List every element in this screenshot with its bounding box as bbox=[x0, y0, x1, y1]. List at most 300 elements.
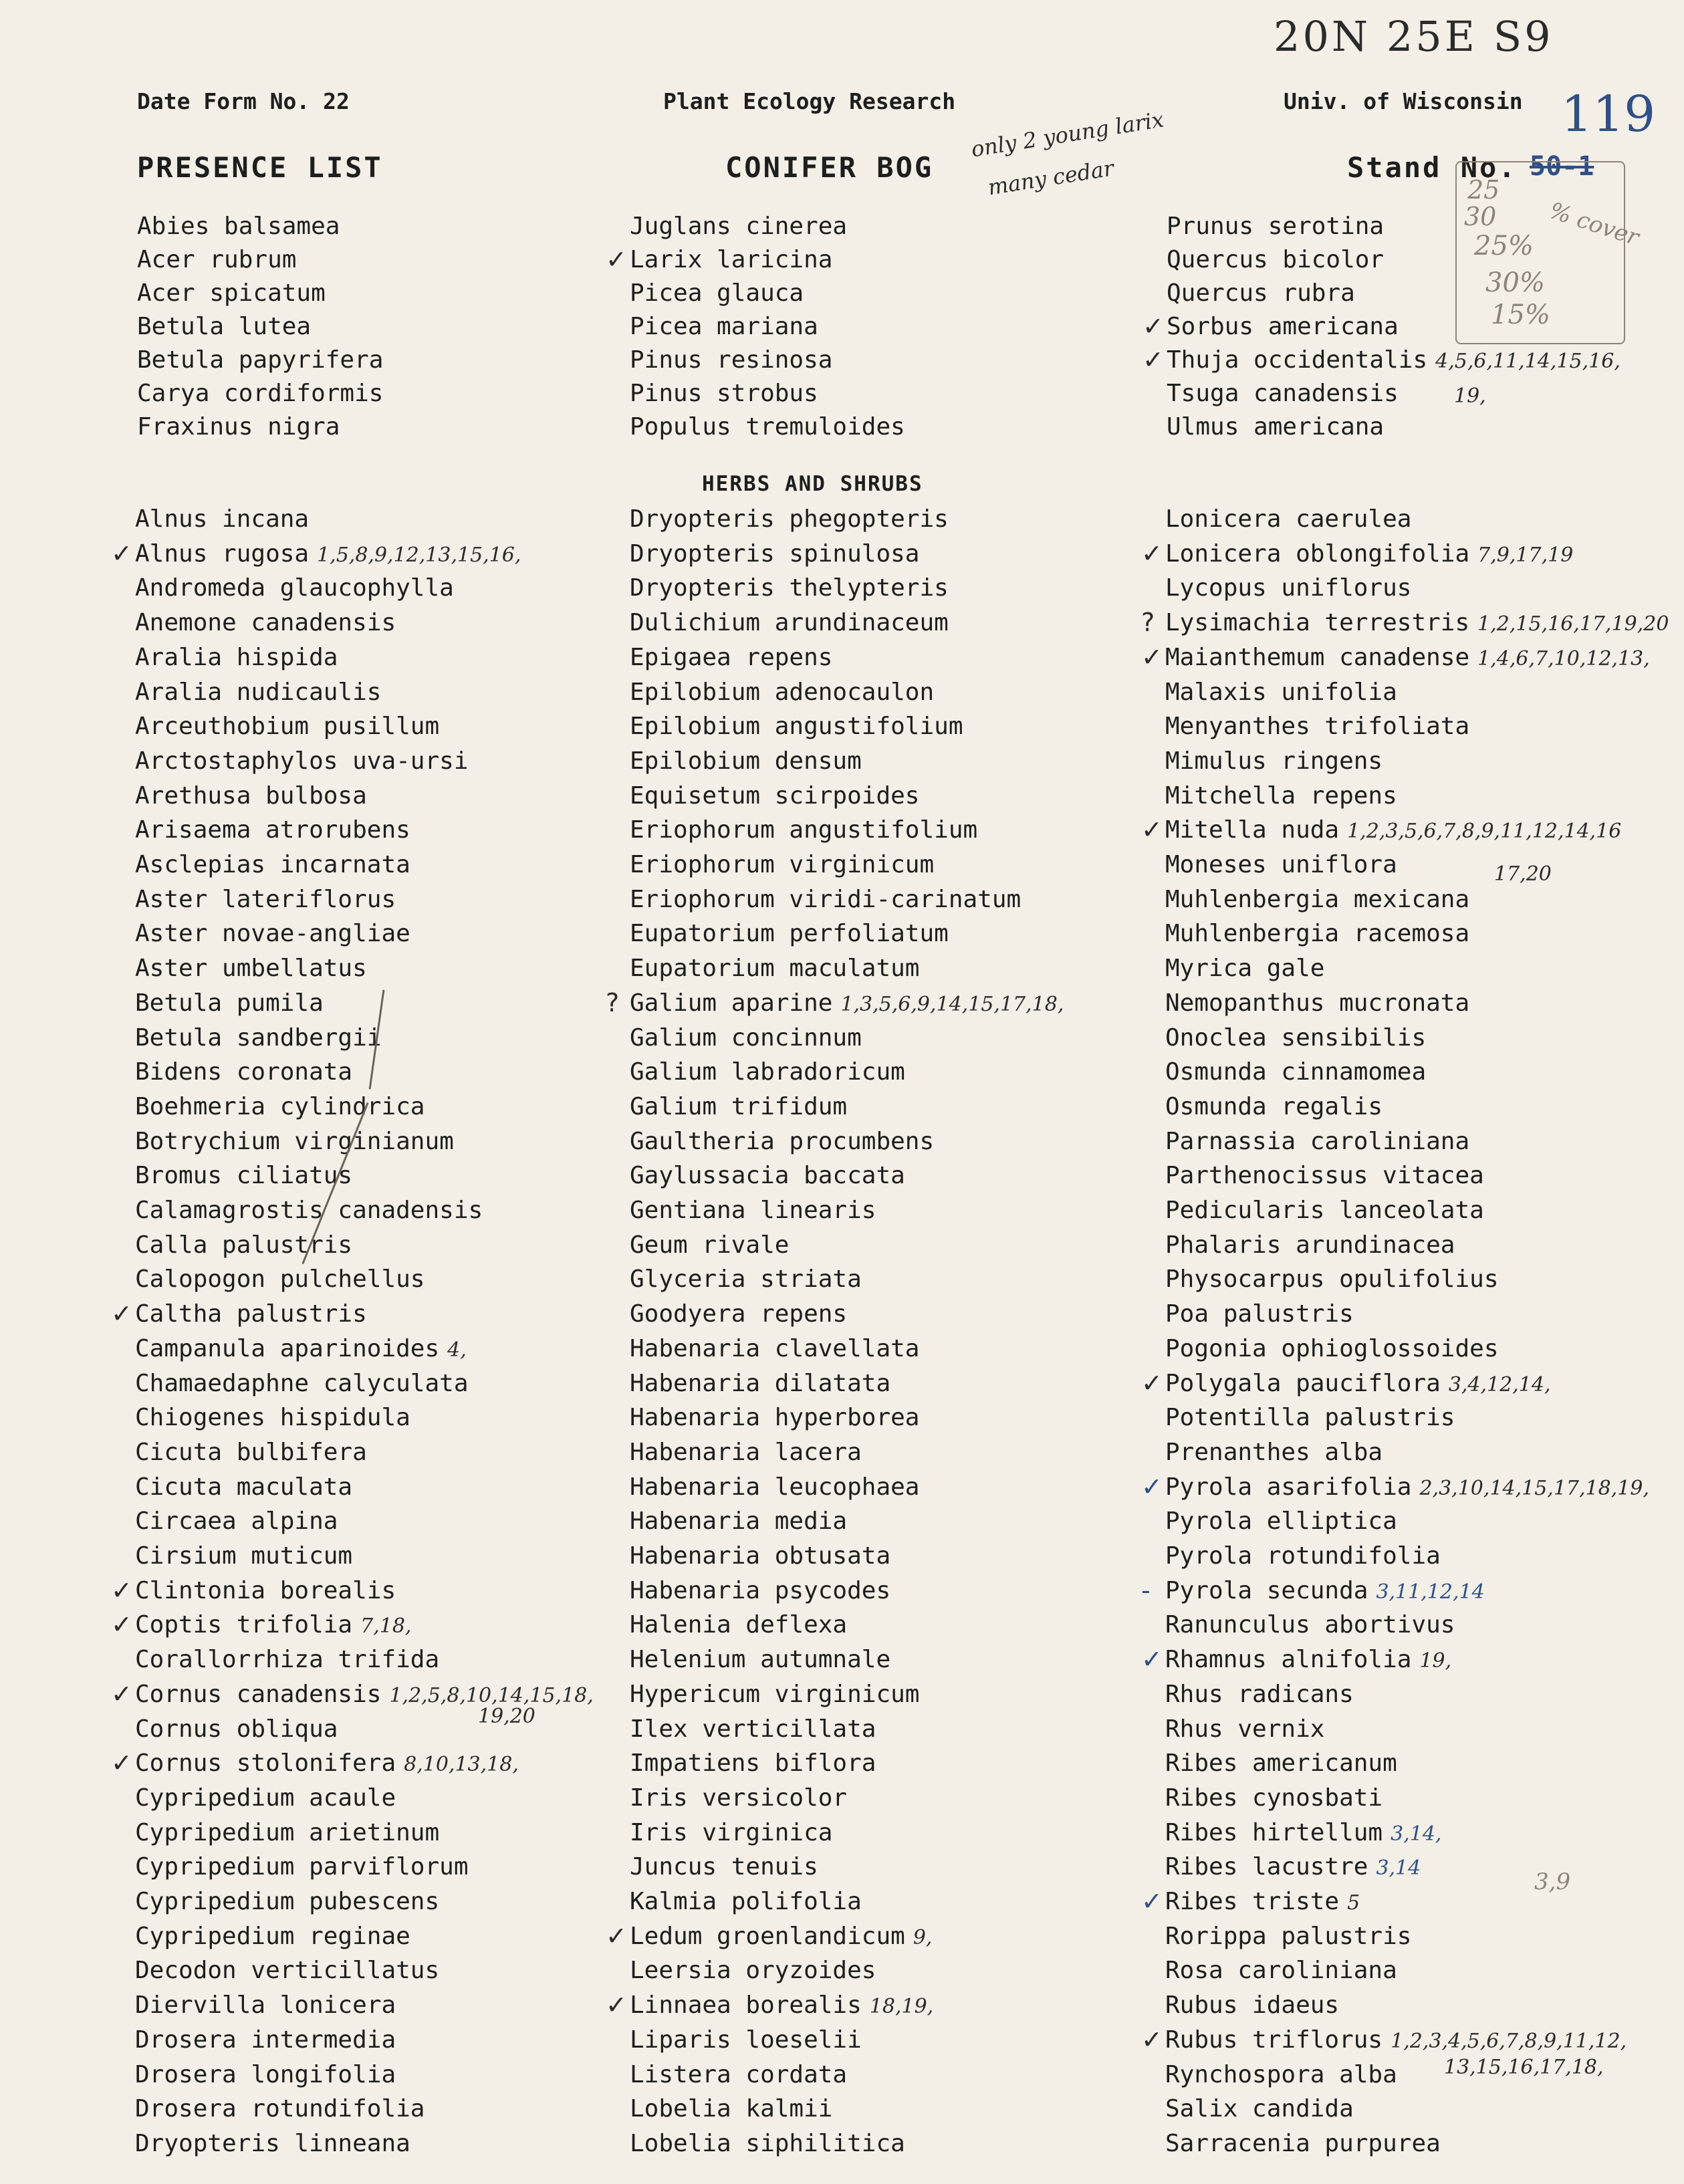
list-item bbox=[630, 1888, 862, 1915]
species-name: Clintonia borealis bbox=[135, 1576, 396, 1604]
species-name: Campanula aparinoides bbox=[135, 1334, 440, 1362]
list-item bbox=[1165, 782, 1397, 810]
species-name: Sarracenia purpurea bbox=[1165, 2129, 1441, 2157]
species-name: Galium trifidum bbox=[630, 1092, 848, 1120]
list-item bbox=[630, 1819, 832, 1846]
species-name: Habenaria dilatata bbox=[630, 1369, 891, 1397]
species-name: Habenaria clavellata bbox=[630, 1334, 920, 1362]
check-mark-icon: ✓ bbox=[1141, 815, 1163, 845]
handwritten-stand-numbers: 7,9,17,19 bbox=[1477, 543, 1574, 567]
list-item bbox=[135, 1923, 410, 1950]
species-name: Muhlenbergia racemosa bbox=[1165, 920, 1470, 948]
species-name: Goodyera repens bbox=[630, 1300, 848, 1328]
species-name: Cicuta maculata bbox=[135, 1473, 353, 1501]
species-name: Eupatorium perfoliatum bbox=[630, 920, 949, 948]
cover-value-3: 25% bbox=[1474, 231, 1534, 261]
species-name: Aster umbellatus bbox=[135, 955, 367, 983]
list-item bbox=[1165, 1749, 1397, 1777]
list-item bbox=[1141, 1887, 1360, 1916]
list-item bbox=[135, 1404, 410, 1431]
check-mark-icon: ✓ bbox=[111, 1610, 132, 1640]
check-mark-icon: ? bbox=[606, 987, 620, 1017]
list-item bbox=[135, 1335, 467, 1362]
species-name: Ranunculus abortivus bbox=[1165, 1611, 1455, 1639]
form-number: Date Form No. 22 bbox=[137, 88, 350, 114]
species-name: Aralia nudicaulis bbox=[135, 678, 382, 706]
species-name: Epilobium adenocaulon bbox=[630, 678, 935, 706]
list-item bbox=[1141, 815, 1622, 845]
list-item bbox=[135, 644, 338, 671]
species-name: Moneses uniflora bbox=[1165, 851, 1397, 878]
thuja-continued-note: 19, bbox=[1454, 384, 1486, 408]
species-name: Aster novae-angliae bbox=[135, 920, 410, 948]
list-item bbox=[1165, 886, 1469, 913]
species-name: Decodon verticillatus bbox=[135, 1957, 440, 1985]
species-name: Glyceria striata bbox=[630, 1265, 862, 1294]
list-item bbox=[630, 505, 949, 533]
handwritten-stand-numbers: 4,5,6,11,14,15,16, bbox=[1435, 350, 1620, 373]
handwritten-location: 20N 25E S9 bbox=[1274, 12, 1554, 61]
list-item bbox=[135, 851, 410, 878]
rubus-continued-note: 13,15,16,17,18, bbox=[1444, 2056, 1604, 2079]
species-name: Potentilla palustris bbox=[1165, 1404, 1455, 1432]
list-item bbox=[111, 1610, 412, 1640]
list-item bbox=[630, 644, 832, 671]
list-item bbox=[630, 1681, 919, 1708]
list-item bbox=[1165, 989, 1469, 1017]
check-mark-icon: ✓ bbox=[1141, 538, 1163, 568]
species-name: Habenaria leucophaea bbox=[630, 1473, 920, 1501]
species-name: Ribes hirtellum bbox=[1165, 1818, 1383, 1846]
list-item bbox=[1165, 1058, 1426, 1086]
species-name: Dryopteris linneana bbox=[135, 2129, 410, 2157]
species-name: Chiogenes hispidula bbox=[135, 1404, 410, 1432]
list-item bbox=[1165, 1853, 1421, 1880]
species-name: Galium labradoricum bbox=[630, 1058, 905, 1086]
species-name: Pyrola secunda bbox=[1165, 1576, 1368, 1604]
species-name: Ribes cynosbati bbox=[1165, 1784, 1383, 1812]
handwritten-stand-numbers: 2,3,10,14,15,17,18,19, bbox=[1419, 1476, 1649, 1500]
species-name: Mitchella repens bbox=[1165, 781, 1397, 810]
list-item bbox=[1165, 851, 1397, 878]
list-item bbox=[1141, 1575, 1485, 1605]
species-name: Menyanthes trifoliata bbox=[1165, 713, 1470, 741]
species-name: Onoclea sensibilis bbox=[1165, 1023, 1427, 1052]
presence-list-title: PRESENCE LIST bbox=[137, 151, 383, 184]
check-mark-icon: ✓ bbox=[1142, 312, 1164, 341]
list-item bbox=[630, 1162, 905, 1189]
list-item bbox=[135, 1162, 352, 1189]
handwritten-stand-numbers: 1,2,3,5,6,7,8,9,11,12,14,16 bbox=[1347, 820, 1622, 844]
list-item: Acer rubrum bbox=[137, 246, 297, 273]
species-name: Cornus canadensis bbox=[135, 1680, 382, 1708]
list-item bbox=[1165, 1923, 1411, 1950]
list-item bbox=[1165, 1784, 1382, 1812]
list-item bbox=[1141, 608, 1669, 638]
list-item bbox=[630, 1853, 818, 1880]
list-item bbox=[606, 1990, 934, 2020]
species-name: Arisaema atrorubens bbox=[135, 816, 410, 844]
handwritten-stand-numbers: 1,5,8,9,12,13,15,16, bbox=[317, 543, 521, 567]
list-item bbox=[135, 955, 367, 982]
species-name: Ribes lacustre bbox=[1165, 1853, 1368, 1881]
list-item: Fraxinus nigra bbox=[137, 413, 340, 441]
species-name: Epigaea repens bbox=[630, 643, 833, 671]
species-name: Dryopteris thelypteris bbox=[630, 574, 949, 602]
species-name: Myrica gale bbox=[1165, 955, 1325, 983]
species-name: Drosera rotundifolia bbox=[135, 2095, 425, 2123]
list-item bbox=[1165, 1439, 1382, 1466]
list-item bbox=[135, 1507, 338, 1535]
community-type-title: CONIFER BOG bbox=[725, 151, 934, 184]
check-mark-icon: ✓ bbox=[606, 245, 627, 274]
list-item bbox=[1165, 1093, 1382, 1120]
species-name: Lonicera caerulea bbox=[1165, 505, 1412, 533]
list-item: Pinus resinosa bbox=[630, 346, 833, 374]
list-item bbox=[135, 1473, 352, 1501]
list-item bbox=[630, 1749, 876, 1777]
species-name: Nemopanthus mucronata bbox=[1165, 989, 1470, 1017]
species-name: Alnus rugosa bbox=[135, 539, 310, 568]
list-item bbox=[135, 1784, 396, 1812]
species-name: Habenaria hyperborea bbox=[630, 1404, 920, 1432]
list-item bbox=[630, 782, 919, 810]
list-item bbox=[630, 1335, 919, 1362]
list-item: Abies balsamea bbox=[137, 213, 340, 240]
handwritten-stand-numbers: 5 bbox=[1347, 1891, 1360, 1915]
list-item bbox=[135, 574, 454, 602]
species-name: Drosera intermedia bbox=[135, 2026, 396, 2054]
list-item: Carya cordiformis bbox=[137, 380, 384, 407]
list-item bbox=[135, 886, 396, 913]
cornus-continued-note: 19,20 bbox=[478, 1705, 535, 1728]
list-item bbox=[135, 920, 410, 947]
check-mark-icon: ✓ bbox=[111, 1748, 132, 1778]
species-name: Eriophorum viridi-carinatum bbox=[630, 885, 1021, 913]
list-item bbox=[135, 2095, 425, 2122]
species-name: Iris virginica bbox=[630, 1818, 833, 1846]
list-item bbox=[630, 2130, 905, 2157]
list-item bbox=[630, 1473, 919, 1501]
university: Univ. of Wisconsin bbox=[1284, 88, 1523, 114]
list-item bbox=[135, 609, 396, 636]
list-item bbox=[606, 1921, 933, 1951]
list-item bbox=[1165, 955, 1324, 982]
list-item: Juglans cinerea bbox=[630, 213, 848, 240]
list-item bbox=[135, 1715, 338, 1743]
handwritten-stand-numbers: 1,2,3,4,5,6,7,8,9,11,12, bbox=[1391, 2029, 1627, 2053]
list-item bbox=[1141, 538, 1574, 568]
species-name: Ribes triste bbox=[1165, 1888, 1340, 1915]
list-item bbox=[135, 1957, 439, 1984]
species-name: Chamaedaphne calyculata bbox=[135, 1369, 469, 1397]
list-item bbox=[1165, 2130, 1441, 2157]
list-item bbox=[630, 1784, 847, 1812]
species-name: Linnaea borealis bbox=[630, 1991, 862, 2020]
list-item bbox=[630, 1957, 876, 1984]
handwritten-stand-numbers: 9, bbox=[913, 1925, 933, 1949]
handwritten-stand-numbers: 19, bbox=[1419, 1649, 1452, 1673]
species-name: Eriophorum virginicum bbox=[630, 851, 935, 878]
species-name: Salix candida bbox=[1165, 2095, 1354, 2123]
species-name: Lonicera oblongifolia bbox=[1165, 539, 1470, 568]
list-item bbox=[1165, 1024, 1426, 1052]
list-item bbox=[630, 1507, 847, 1535]
list-item: Prunus serotina bbox=[1167, 213, 1385, 240]
species-name: Anemone canadensis bbox=[135, 609, 396, 637]
species-name: Epilobium angustifolium bbox=[630, 713, 963, 741]
list-item bbox=[630, 851, 934, 878]
list-item bbox=[1165, 1335, 1499, 1362]
list-item bbox=[135, 1265, 425, 1293]
list-item bbox=[1165, 1404, 1455, 1431]
species-name: Gentiana linearis bbox=[630, 1197, 876, 1224]
species-name: Eriophorum angustifolium bbox=[630, 816, 978, 844]
list-item bbox=[1141, 2024, 1627, 2054]
species-name: Alnus incana bbox=[135, 505, 310, 533]
list-item bbox=[1165, 1507, 1397, 1535]
species-name: Rynchospora alba bbox=[1165, 2060, 1397, 2088]
list-item bbox=[1165, 920, 1469, 947]
species-name: Lobelia siphilitica bbox=[630, 2129, 905, 2157]
list-item: ✓ Thuja occidentalis 4,5,6,11,14,15,16, bbox=[1142, 345, 1620, 374]
list-item bbox=[630, 2026, 862, 2054]
list-item: Tsuga canadensis bbox=[1167, 380, 1399, 407]
mitella-continued-note: 17,20 bbox=[1494, 862, 1552, 886]
species-name: Epilobium densum bbox=[630, 747, 862, 775]
list-item bbox=[111, 1748, 519, 1778]
species-name: Osmunda cinnamomea bbox=[1165, 1058, 1427, 1086]
list-item bbox=[135, 1853, 469, 1880]
check-mark-icon: ✓ bbox=[1141, 642, 1163, 672]
species-name: Rorippa palustris bbox=[1165, 1922, 1412, 1950]
species-name: Caltha palustris bbox=[135, 1300, 367, 1328]
list-item bbox=[135, 1231, 352, 1259]
list-item bbox=[630, 1128, 934, 1155]
list-item bbox=[630, 1300, 847, 1328]
species-name: Boehmeria cylindrica bbox=[135, 1092, 425, 1120]
list-item bbox=[630, 1439, 862, 1466]
handwritten-stand-numbers: 1,3,5,6,9,14,15,17,18, bbox=[840, 992, 1064, 1016]
list-item bbox=[1165, 2095, 1354, 2122]
list-item bbox=[630, 679, 934, 706]
list-item bbox=[630, 609, 949, 636]
species-name: Cirsium muticum bbox=[135, 1542, 353, 1570]
list-item bbox=[1165, 713, 1469, 740]
species-name: Dryopteris phegopteris bbox=[630, 505, 949, 533]
list-item bbox=[630, 1646, 890, 1673]
species-name: Rhus radicans bbox=[1165, 1680, 1354, 1708]
list-item bbox=[135, 782, 367, 810]
species-name: Cypripedium parviflorum bbox=[135, 1853, 469, 1881]
handwritten-stand-numbers: 3,14 bbox=[1376, 1856, 1421, 1880]
cover-value-5: 15% bbox=[1491, 299, 1550, 330]
handwritten-stand-numbers: 1,2,15,16,17,19,20 bbox=[1477, 612, 1669, 636]
species-name: Coptis trifolia bbox=[135, 1611, 353, 1639]
species-name: Arceuthobium pusillum bbox=[135, 713, 440, 741]
list-item bbox=[630, 2061, 847, 2088]
species-name: Lycopus uniflorus bbox=[1165, 574, 1412, 602]
species-name: Phalaris arundinacea bbox=[1165, 1231, 1455, 1259]
species-name: Betula pumila bbox=[135, 989, 324, 1017]
list-item bbox=[135, 1542, 352, 1570]
species-name: Leersia oryzoides bbox=[630, 1957, 876, 1985]
list-item bbox=[111, 1679, 594, 1709]
check-mark-icon: ✓ bbox=[111, 1299, 132, 1329]
species-name: Corallorrhiza trifida bbox=[135, 1646, 440, 1674]
list-item bbox=[1165, 1819, 1441, 1846]
list-item bbox=[135, 747, 469, 775]
species-name: Malaxis unifolia bbox=[1165, 678, 1397, 706]
species-name: Aster lateriflorus bbox=[135, 885, 396, 913]
species-name: Rosa caroliniana bbox=[1165, 1957, 1397, 1985]
species-name: Pedicularis lanceolata bbox=[1165, 1197, 1484, 1224]
list-item bbox=[111, 1575, 396, 1605]
species-name: Impatiens biflora bbox=[630, 1749, 876, 1778]
species-name: Listera cordata bbox=[630, 2060, 848, 2088]
list-item bbox=[1165, 1231, 1455, 1259]
species-name: Prenanthes alba bbox=[1165, 1438, 1383, 1466]
list-item bbox=[135, 1024, 381, 1052]
handwritten-stand-numbers: 8,10,13,18, bbox=[404, 1753, 519, 1777]
list-item bbox=[1141, 1645, 1452, 1675]
list-item bbox=[630, 1024, 862, 1052]
list-item bbox=[135, 816, 410, 844]
list-item bbox=[135, 1093, 425, 1120]
list-item bbox=[1165, 1265, 1499, 1293]
species-name: Habenaria psycodes bbox=[630, 1576, 891, 1604]
stand-number-value: 119 bbox=[1561, 86, 1656, 143]
list-item bbox=[135, 1646, 439, 1673]
species-name: Galium concinnum bbox=[630, 1023, 862, 1052]
species-name: Muhlenbergia mexicana bbox=[1165, 885, 1470, 913]
list-item: Pinus strobus bbox=[630, 380, 818, 407]
list-item bbox=[135, 1888, 439, 1915]
cover-value-4: 30% bbox=[1485, 267, 1545, 298]
check-mark-icon: ✓ bbox=[1141, 1887, 1163, 1916]
species-name: Arethusa bulbosa bbox=[135, 781, 367, 810]
species-name: Poa palustris bbox=[1165, 1300, 1354, 1328]
species-name: Botrychium virginianum bbox=[135, 1127, 454, 1155]
list-item bbox=[630, 1715, 876, 1743]
species-name: Ledum groenlandicum bbox=[630, 1922, 905, 1950]
handwritten-stand-numbers: 3,14, bbox=[1391, 1822, 1442, 1846]
herbs-shrubs-heading: HERBS AND SHRUBS bbox=[702, 472, 923, 496]
species-name: Pyrola elliptica bbox=[1165, 1507, 1397, 1536]
list-item bbox=[135, 505, 309, 533]
list-item bbox=[1165, 1957, 1397, 1984]
list-item bbox=[630, 1577, 890, 1604]
check-mark-icon: ✓ bbox=[111, 1679, 132, 1709]
list-item bbox=[1165, 1162, 1484, 1189]
list-item bbox=[630, 1058, 905, 1086]
list-item bbox=[135, 2026, 396, 2054]
list-item bbox=[1141, 1471, 1649, 1501]
species-name: Ribes americanum bbox=[1165, 1749, 1397, 1778]
stand-number-label: Stand No. bbox=[1347, 151, 1518, 184]
check-mark-icon: ✓ bbox=[111, 538, 132, 568]
species-name: Hypericum virginicum bbox=[630, 1680, 920, 1708]
list-item bbox=[135, 1058, 352, 1086]
organization: Plant Ecology Research bbox=[663, 88, 956, 114]
list-item bbox=[1165, 1715, 1324, 1743]
species-name: Geum rivale bbox=[630, 1231, 790, 1259]
species-name: Dulichium arundinaceum bbox=[630, 609, 949, 637]
list-item bbox=[630, 1611, 847, 1639]
check-mark-icon: ✓ bbox=[111, 1575, 132, 1605]
list-item bbox=[135, 1991, 396, 2019]
list-item bbox=[630, 955, 919, 982]
species-name: Habenaria media bbox=[630, 1507, 848, 1536]
stand-number-struck: 50-1 bbox=[1530, 151, 1594, 182]
species-name: Parnassia caroliniana bbox=[1165, 1127, 1470, 1155]
list-item bbox=[1165, 1300, 1354, 1328]
list-item bbox=[606, 987, 1064, 1017]
species-name: Rhus vernix bbox=[1165, 1715, 1325, 1743]
species-name: Pyrola asarifolia bbox=[1165, 1473, 1412, 1501]
species-name: Liparis loeselii bbox=[630, 2026, 862, 2054]
list-item: ✓ Larix laricina bbox=[606, 245, 833, 274]
handwritten-stand-numbers: 18,19, bbox=[869, 1995, 934, 2019]
species-name: Polygala pauciflora bbox=[1165, 1369, 1441, 1397]
species-name: Lysimachia terrestris bbox=[1165, 609, 1470, 637]
species-name: Lobelia kalmii bbox=[630, 2095, 833, 2123]
species-name: Gaultheria procumbens bbox=[630, 1127, 935, 1155]
handwritten-stand-numbers: 3,4,12,14, bbox=[1448, 1372, 1551, 1397]
list-item bbox=[630, 886, 1021, 913]
check-mark-icon: ✓ bbox=[1141, 2024, 1163, 2054]
species-name: Circaea alpina bbox=[135, 1507, 338, 1536]
species-name: Pogonia ophioglossoides bbox=[1165, 1334, 1499, 1362]
list-item: Populus tremuloides bbox=[630, 413, 905, 441]
handwritten-stand-numbers: 4, bbox=[447, 1338, 467, 1362]
list-item bbox=[1141, 642, 1650, 672]
species-name: Mimulus ringens bbox=[1165, 747, 1383, 775]
handwritten-stand-numbers: 7,18, bbox=[360, 1614, 412, 1639]
list-item bbox=[630, 1265, 862, 1293]
species-name: Habenaria obtusata bbox=[630, 1542, 891, 1570]
list-item bbox=[135, 989, 324, 1017]
check-mark-icon: ✓ bbox=[1141, 1645, 1163, 1675]
species-name: Galium aparine bbox=[630, 989, 833, 1017]
species-name: Calopogon pulchellus bbox=[135, 1265, 425, 1294]
list-item: Quercus bicolor bbox=[1167, 246, 1385, 273]
species-name: Halenia deflexa bbox=[630, 1611, 848, 1639]
species-name: Maianthemum canadense bbox=[1165, 643, 1470, 671]
list-item bbox=[1165, 1991, 1339, 2019]
list-item bbox=[111, 1299, 367, 1329]
list-item bbox=[135, 1439, 367, 1466]
list-item bbox=[630, 747, 862, 775]
list-item bbox=[1165, 747, 1382, 775]
list-item: Quercus rubra bbox=[1167, 279, 1355, 307]
species-name: Mitella nuda bbox=[1165, 816, 1340, 844]
list-item bbox=[1165, 1681, 1354, 1708]
species-name: Bromus ciliatus bbox=[135, 1162, 353, 1190]
species-name: Arctostaphylos uva-ursi bbox=[135, 747, 469, 775]
check-mark-icon: ? bbox=[1141, 608, 1155, 638]
species-name: Aralia hispida bbox=[135, 643, 338, 671]
ribes-faint-note: 3,9 bbox=[1534, 1868, 1571, 1895]
species-name: Andromeda glaucophylla bbox=[135, 574, 454, 602]
list-item bbox=[135, 2130, 410, 2157]
species-name: Kalmia polifolia bbox=[630, 1888, 862, 1915]
species-name: Osmunda regalis bbox=[1165, 1092, 1383, 1120]
check-mark-icon: ✓ bbox=[1142, 345, 1164, 374]
check-mark-icon: ✓ bbox=[606, 1921, 627, 1951]
species-name: Eupatorium maculatum bbox=[630, 955, 920, 983]
list-item bbox=[135, 2061, 396, 2088]
